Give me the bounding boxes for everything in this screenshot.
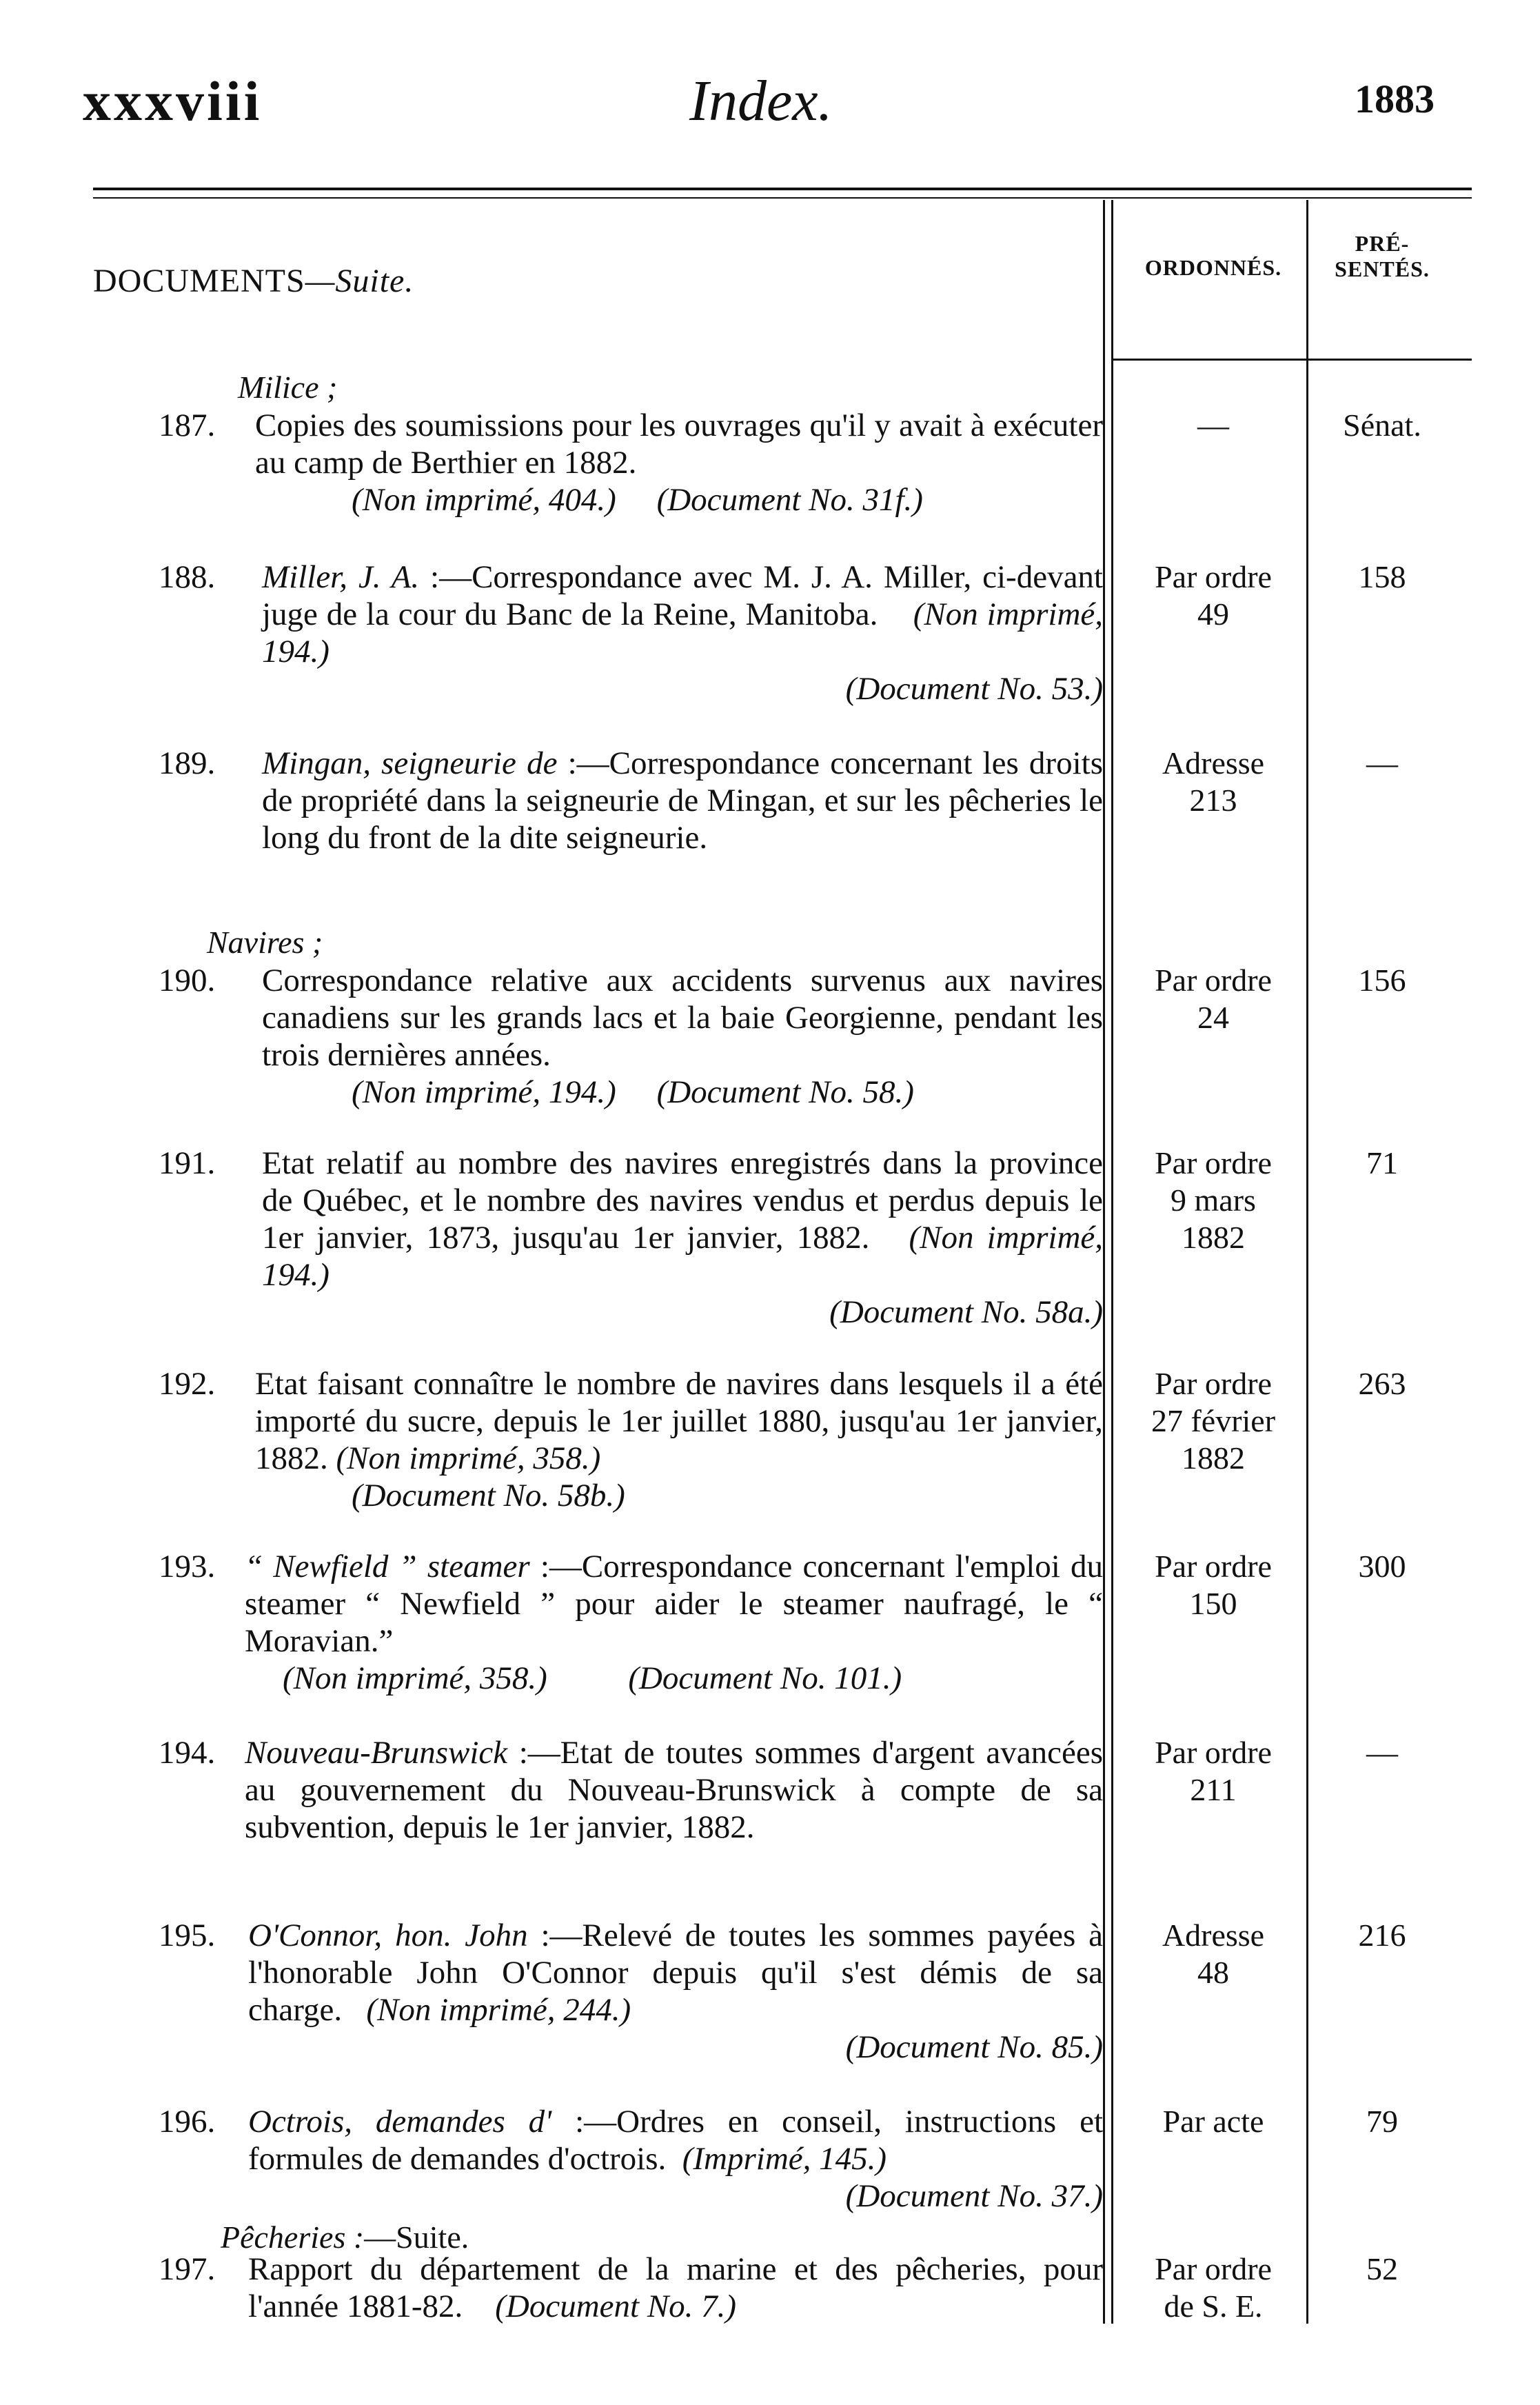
presentes-194: — bbox=[1366, 1735, 1398, 1770]
ordonnes-line: Par ordre bbox=[1155, 1549, 1272, 1584]
entry-subject: “ Newfield ” steamer bbox=[245, 1549, 530, 1584]
entry-print-status: (Non imprimé, 358.) bbox=[283, 1660, 547, 1696]
entry-197 bbox=[159, 2251, 1103, 2325]
column-header-presentes bbox=[1313, 231, 1451, 282]
presentes-187: Sénat. bbox=[1343, 407, 1421, 443]
entry-text: Copies des soumissions pour les ouvrages qu'il y avait à exécuter au camp de Berthier en 1882. bbox=[255, 407, 1103, 481]
entry-number: 191. bbox=[159, 1145, 216, 1181]
entry-print-status: (Non imprimé, 358.) bbox=[336, 1440, 601, 1476]
presentes-196: 79 bbox=[1366, 2104, 1398, 2139]
entry-subject: Nouveau-Brunswick bbox=[245, 1735, 508, 1771]
entry-number: 192. bbox=[159, 1366, 216, 1402]
entry-description: :—Correspondance concernant l'emploi du steamer “ Newfield ” pour aider le steamer naufragé, le “ Moravian.” bbox=[245, 1549, 1103, 1659]
section-title bbox=[93, 262, 414, 300]
entry-number: 193. bbox=[159, 1549, 216, 1584]
page-title: Index. bbox=[689, 69, 833, 133]
entry-document-number: (Document No. 58b.) bbox=[352, 1478, 625, 1513]
ordonnes-line: Par ordre bbox=[1155, 1145, 1272, 1180]
ordonnes-line: 48 bbox=[1197, 1955, 1229, 1990]
entry-document-number: (Document No. 58a.) bbox=[829, 1294, 1103, 1330]
ordonnes-line: Adresse bbox=[1162, 1918, 1265, 1953]
entry-description: :—Relevé de toutes les sommes payées à l'honorable John O'Connor depuis qu'il s'est démis de sa charge. bbox=[248, 1918, 1103, 2028]
presentes-192: 263 bbox=[1358, 1366, 1406, 1401]
entry-reference bbox=[283, 1660, 1103, 1697]
entry-189 bbox=[159, 745, 1103, 856]
ordonnes-line: 211 bbox=[1190, 1772, 1237, 1807]
column-divider-text-inner bbox=[1111, 200, 1113, 2324]
entry-document-number: (Document No. 7.) bbox=[495, 2288, 737, 2324]
ordonnes-line: 9 mars bbox=[1171, 1183, 1256, 1218]
header-rule-thick bbox=[93, 188, 1472, 190]
column-divider-presentes bbox=[1306, 200, 1308, 2324]
column-header-ordonnes: ORDONNÉS. bbox=[1144, 255, 1282, 280]
ordonnes-line: Par ordre bbox=[1155, 1366, 1272, 1401]
entry-195 bbox=[159, 1917, 1103, 2066]
ordonnes-line: 150 bbox=[1189, 1586, 1237, 1621]
entry-description: :—Etat de toutes sommes d'argent avancées au gouvernement du Nouveau-Brunswick à compte de sa subvention, depuis le 1er janvier, 1882. bbox=[245, 1735, 1103, 1845]
entry-191 bbox=[159, 1145, 1103, 1331]
entry-text bbox=[248, 2251, 1103, 2325]
entry-number: 195. bbox=[159, 1918, 216, 1953]
entry-number: 189. bbox=[159, 745, 216, 781]
presentes-191: 71 bbox=[1366, 1145, 1398, 1180]
entry-192 bbox=[159, 1365, 1103, 1514]
entry-text bbox=[248, 1917, 1103, 2029]
page-number-roman: xxxviii bbox=[83, 70, 263, 132]
ordonnes-line: Adresse bbox=[1162, 745, 1265, 781]
entry-description: :—Correspondance concernant les droits de propriété dans la seigneurie de Mingan, et sur les pêcheries le long du front de la dite seigneurie. bbox=[262, 745, 1103, 856]
entry-reference bbox=[352, 481, 1103, 519]
presentes-195: 216 bbox=[1358, 1918, 1406, 1953]
entry-text bbox=[248, 2103, 1103, 2177]
ordonnes-line: Par ordre bbox=[1155, 2251, 1272, 2286]
entry-text bbox=[255, 1365, 1103, 1477]
entry-188 bbox=[159, 559, 1103, 707]
ordonnes-193 bbox=[1117, 1548, 1310, 1622]
entry-number: 187. bbox=[159, 407, 216, 443]
presentes-197: 52 bbox=[1366, 2251, 1398, 2286]
entry-document-number: (Document No. 85.) bbox=[845, 2029, 1103, 2065]
subhead-pecheries-label: Pêcheries : bbox=[221, 2220, 365, 2255]
ordonnes-188 bbox=[1117, 559, 1310, 633]
section-title-main: DOCUMENTS bbox=[93, 263, 305, 299]
entry-text bbox=[262, 1145, 1103, 1294]
entry-reference bbox=[352, 1074, 1103, 1111]
section-title-suite: —Suite. bbox=[305, 263, 414, 299]
ordonnes-line: 24 bbox=[1197, 1000, 1229, 1035]
entry-description: Etat faisant connaître le nombre de navires dans lesquels il a été importé du sucre, depuis le 1er juillet 1880, jusqu'au 1er janvier, 1882. bbox=[255, 1366, 1103, 1476]
ordonnes-line: 49 bbox=[1197, 596, 1229, 632]
ordonnes-196 bbox=[1117, 2103, 1310, 2140]
ordonnes-194 bbox=[1117, 1734, 1310, 1809]
entry-print-status: (Non imprimé, 194.) bbox=[262, 596, 1104, 670]
entry-number: 194. bbox=[159, 1735, 216, 1771]
column-header-presentes-line1: PRÉ- bbox=[1355, 231, 1410, 256]
column-header-rule bbox=[1113, 359, 1472, 361]
ordonnes-191 bbox=[1117, 1145, 1310, 1256]
ordonnes-line: Par ordre bbox=[1155, 963, 1272, 998]
entry-document-number: (Document No. 58.) bbox=[656, 1074, 914, 1110]
ordonnes-195 bbox=[1117, 1917, 1310, 1991]
column-header-presentes-line2: SENTÉS. bbox=[1335, 256, 1430, 281]
entry-text: Correspondance relative aux accidents survenus aux navires canadiens sur les grands lacs et la baie Georgienne, pendant les trois dernières années. bbox=[262, 963, 1103, 1073]
entry-subject: Miller, J. A. bbox=[262, 559, 420, 595]
entry-print-status: (Non imprimé, 194.) bbox=[352, 1074, 616, 1110]
entry-subject: O'Connor, hon. John bbox=[248, 1918, 528, 1953]
entry-print-status: (Imprimé, 145.) bbox=[682, 2141, 887, 2177]
entry-print-status: (Non imprimé, 194.) bbox=[262, 1220, 1103, 1293]
column-divider-text bbox=[1103, 200, 1105, 2324]
ordonnes-187: — bbox=[1197, 407, 1229, 443]
entry-number: 196. bbox=[159, 2104, 216, 2140]
ordonnes-line: de S. E. bbox=[1164, 2288, 1263, 2324]
entry-document-number: (Document No. 101.) bbox=[628, 1660, 902, 1696]
entry-print-status: (Non imprimé, 244.) bbox=[366, 1992, 631, 2028]
entry-text bbox=[262, 745, 1103, 856]
ordonnes-line: Par ordre bbox=[1155, 1735, 1272, 1770]
entry-text bbox=[245, 1734, 1103, 1846]
presentes-189: — bbox=[1366, 745, 1398, 781]
entry-document-number: (Document No. 37.) bbox=[845, 2178, 1103, 2214]
entry-193 bbox=[159, 1548, 1103, 1697]
entry-description: Etat relatif au nombre des navires enregistrés dans la province de Québec, et le nombre des navires vendus et perdus depuis le 1er janvier, 1873, jusqu'au 1er janvier, 1882. bbox=[262, 1145, 1103, 1256]
subhead-navires: Navires ; bbox=[207, 925, 323, 960]
ordonnes-line: 1882 bbox=[1182, 1220, 1245, 1255]
ordonnes-line: 213 bbox=[1189, 783, 1237, 818]
presentes-190: 156 bbox=[1358, 963, 1406, 998]
entry-description: Rapport du département de la marine et des pêcheries, pour l'année 1881-82. bbox=[248, 2251, 1103, 2324]
entry-194 bbox=[159, 1734, 1103, 1846]
entry-description: :—Correspondance avec M. J. A. Miller, ci-devant juge de la cour du Banc de la Reine, Manitoba. bbox=[262, 559, 1103, 632]
ordonnes-192 bbox=[1117, 1365, 1310, 1477]
header-rule-thin bbox=[93, 197, 1472, 199]
entry-number: 197. bbox=[159, 2251, 216, 2287]
ordonnes-197 bbox=[1117, 2251, 1310, 2325]
presentes-188: 158 bbox=[1358, 559, 1406, 594]
ordonnes-line: 1882 bbox=[1182, 1440, 1245, 1476]
ordonnes-189 bbox=[1117, 745, 1310, 819]
entry-print-status: (Non imprimé, 404.) bbox=[352, 482, 616, 518]
ordonnes-line: 27 février bbox=[1151, 1403, 1276, 1438]
entry-187 bbox=[159, 407, 1103, 519]
entry-document-number: (Document No. 31f.) bbox=[656, 482, 923, 518]
subhead-pecheries-suite: —Suite. bbox=[364, 2220, 469, 2255]
ordonnes-line: Par ordre bbox=[1155, 559, 1272, 594]
ordonnes-190 bbox=[1117, 962, 1310, 1036]
entry-document-number: (Document No. 53.) bbox=[845, 671, 1103, 707]
entry-number: 188. bbox=[159, 559, 216, 595]
entry-190 bbox=[159, 962, 1103, 1111]
subhead-milice: Milice ; bbox=[238, 370, 338, 405]
entry-number: 190. bbox=[159, 963, 216, 998]
entry-text bbox=[262, 559, 1103, 670]
page-year: 1883 bbox=[1355, 77, 1435, 121]
entry-description: :—Ordres en conseil, instructions et formules de demandes d'octrois. bbox=[248, 2104, 1103, 2177]
entry-196 bbox=[159, 2103, 1103, 2215]
ordonnes-line: Par acte bbox=[1162, 2104, 1264, 2139]
presentes-193: 300 bbox=[1358, 1549, 1406, 1584]
entry-subject: Octrois, demandes d' bbox=[248, 2104, 552, 2140]
entry-subject: Mingan, seigneurie de bbox=[262, 745, 558, 781]
entry-text bbox=[245, 1548, 1103, 1660]
